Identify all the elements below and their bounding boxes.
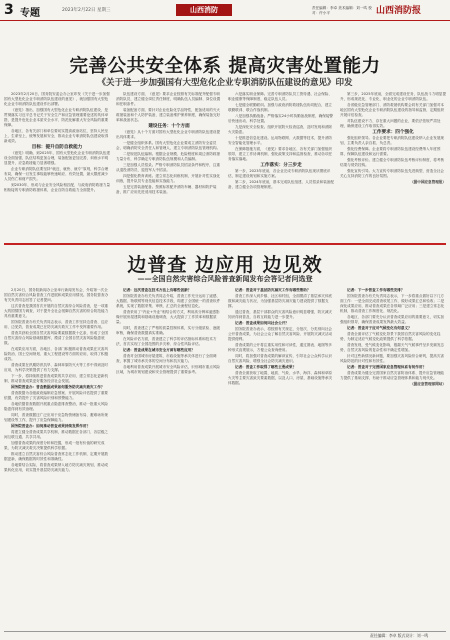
question-heading: 记者：下一步普查工作有哪些安排？ xyxy=(347,288,405,292)
question-heading: 国务院普查办：如何推动普查成果持续发挥作用？ xyxy=(11,424,91,428)
paragraph: 同时，普查建立了严格的质量控制体系，实行分级质检、逐级审核，确保普查数据真实准确。 xyxy=(116,326,221,335)
paragraph: 队伍建设方面，《意见》要求企业按照有关标准配齐配强专职消防队员，建立健全岗位责任制度，明确队伍人员编制、岗位设置和任职条件。 xyxy=(116,92,221,106)
paragraph: 八是加强执勤战备。严格落实24小时执勤备战制度，确保接警后快速出动、科学处置。 xyxy=(228,114,334,123)
footer-editors: 责任编辑：李卓 版式设计：刘一鸣 xyxy=(370,633,429,638)
paragraph: 普查成果的公开将注重实用性和可读性，通过图表、地图等多种形式直观展示，方便公众查询使用。 xyxy=(228,343,333,352)
question-heading: 记者：普查对于完善国家应急管理体系有何作用？ xyxy=(347,365,427,369)
question-heading: 记者：普查对于基层防灾减灾工作有哪些帮助？ xyxy=(235,288,311,292)
paragraph: 七是健全联勤联训。加强与政府消防救援队伍协同配合，建立联勤联训、联合作战机制。 xyxy=(228,103,333,112)
paragraph: 三是加强人员招录。严格专职消防队员招录条件和程序，注重从退役消防员、退役军人中招录。 xyxy=(116,163,221,172)
paragraph: 强化经费保障。企业要将专职消防队伍建设经费纳入年度预算，保障队伍建设和运行需要。 xyxy=(340,147,441,156)
paragraph: 普查对全国城市房屋建筑、市政设施等承灾体进行了全面调查，掌握了城市承灾体的空间分布和抗灾能力。 xyxy=(116,354,217,363)
newspaper-nameplate: 山西消防报 xyxy=(376,6,422,16)
paragraph: 到2030年，形成与企业安全风险相匹配、与政府消防救援力量相衔接的专职消防救援体系，企业自防自救能力全面提升。 xyxy=(4,183,110,192)
article2-headline: 边普查 边应用 边见效 xyxy=(127,254,323,276)
newspaper-logo: 山西消防 xyxy=(176,4,232,16)
article1-column-4 xyxy=(340,92,446,242)
paragraph: 第三步，2025年底前，全面完成建设任务，队伍战斗力明显提升，形成规范化、专业化、职业化的企业专职消防队伍。 xyxy=(340,92,446,101)
article-divider xyxy=(4,243,446,245)
paragraph: 在成果应用方面，各地区、各部门积极推动普查成果在灾害风险防治、国土空间规划、重大工程建设等方面的应用，取得了积极成效。 xyxy=(4,347,109,361)
paragraph: 十是推进信息化建设。运用物联网、大数据等技术，提升消防安全智能化管理水平。 xyxy=(228,136,333,145)
paragraph: 二是规范队伍编制。根据企业规模、危险程度和周边消防救援力量分布，科学确定专职消防队伍规模和人员编制。 xyxy=(116,152,221,161)
paragraph: 针对这些新情况新问题，要加强灾害风险综合研判，提高灾害风险防范的针对性和有效性。 xyxy=(340,354,445,363)
paragraph: 同时，将加强对普查成果的解读宣传，引导社会公众科学认识自然灾害风险，增强全社会防灾减灾意识。 xyxy=(228,354,333,363)
article1-column-3 xyxy=(228,92,334,242)
paragraph: 对队伍建设不力、存在重大问题的企业，要依法依规严肃处理，确保建设工作取得实效。 xyxy=(340,119,441,128)
paragraph: 第二步，2024年底前，基本完成队伍组建、人员招录和装备配备，建立健全各项管理制度。 xyxy=(228,180,334,189)
paragraph: 各地区、各部门要充分认识普查成果应用的重要意义，切实加强组织领导，确保普查成果发挥最大效益。 xyxy=(340,315,445,324)
question-heading: 记者：这次普查在技术方法上有哪些创新？ xyxy=(123,288,192,292)
paragraph: 《意见》指出，加强国有大型危化企业专职消防队伍建设，是贯彻落实习近平总书记关于安全生产和应急管理重要论述的具体举措，是提升危化企业本质安全水平、防范化解重大安全风险的重要保障。 xyxy=(4,108,109,127)
paragraph: 国务院普查办有关负责同志介绍，普查工作充分运用了遥感、大数据、物联网等现代信息技术手段，构建了全国统一的普查软件系统，实现了数据采集、审核、汇总的全流程信息化。 xyxy=(116,294,221,308)
paragraph: 第一步，2023年底前，各企业完成专职消防队伍现状摸底评估，制定建设规划和实施方案。 xyxy=(228,169,331,178)
paragraph: 推动建立自然灾害综合风险普查常态化工作机制，定期开展数据更新，确保数据的时效性和准确性。 xyxy=(4,452,109,461)
paragraph: 各省级应急管理部门、消防救援机构要会同有关部门加强对本地区国有大型危化企业专职消防队伍建设的指导和监督，定期组织开展评估检查。 xyxy=(340,103,445,117)
paragraph: 各地依据普查数据开展重点隐患排查整治，推动一批重大风险隐患得到有效治理。 xyxy=(4,402,109,411)
paragraph: 这次普查是我国首次开展的自然灾害综合风险普查，是一项重大的国情国力调查，对于提升全社会抵御自然灾害的综合防范能力具有重要意义。 xyxy=(4,304,109,318)
question-heading: 记者：普查对于应对气候变化有何意义？ xyxy=(347,326,412,330)
paragraph: 强化考核评价。建立健全专职消防队伍考核评价制度，将考核结果与绩效挂钩。 xyxy=(340,158,445,167)
paragraph: 在风险评估方面，普查建立了科学的评估指标体系和技术方法，首次实现了全国范围的多灾种、综合性风险评估。 xyxy=(116,337,217,346)
paragraph: 四是强化教育训练。建立常态化训练机制，开展针对性实战化训练，提升队员专业技能和实战能力。 xyxy=(116,174,221,183)
section-label: 专题 xyxy=(20,8,40,19)
paragraph: 2月20日，国务院新闻办公室举行新闻发布会，介绍第一次全国自然灾害综合风险普查工作进展和成果应用情况。国务院普查办有关负责同志回答了记者提问。 xyxy=(4,288,109,302)
paragraph: 普查数据为各级政府编制应急预案、开展风险评估提供了重要依据，有效提升了灾害风险识别和预警能力。 xyxy=(4,391,109,400)
section-subheading: 工作落实：分三步走 xyxy=(260,163,302,168)
question-heading: 记者：普查成果如何向社会公开？ xyxy=(235,321,289,325)
paragraph: 普查全面获取了地震、地质、气象、水旱、海洋、森林和草原火灾等主要灾害致灾要素数据，以及人口、房屋、基础设施等承灾体数据。 xyxy=(228,371,333,385)
paragraph: 加强普查成果的深度分析和挖掘，形成一批有价值的研究成果，为防灾减灾救灾决策提供科学依据。 xyxy=(4,441,105,450)
question-heading: 国务院普查办：普查数据成果如何服务防灾减灾救灾工作？ xyxy=(11,385,105,389)
paragraph: 2023年2月20日，国务院安委会办公室印发《关于进一步加强国有大型危化企业专职消防队伍建设的意见》，就加强国有大型危化企业专职消防队伍建设作出部署。 xyxy=(4,92,110,106)
paragraph: 各地要结合实际，将普查成果纳入地方防灾减灾规划，推动成果转化应用，切实提升基层防灾减灾能力。 xyxy=(4,463,109,472)
paragraph: 下一步，将持续推进普查成果的共享应用，建立常态化更新机制，推动普查成果更好服务经济社会发展。 xyxy=(4,374,109,383)
paragraph: 《意见》明确，到2025年，国有大型危化企业专职消防队伍建设全面加强，队伍结构更加合理，装备配备更加完善，训练水平明显提升，应急救援能力显著增强。 xyxy=(4,151,110,165)
paragraph: 强化组织领导。各企业要把专职消防队伍建设纳入企业发展规划，主要负责人亲自抓、负总责。 xyxy=(340,136,445,145)
issue-date: 2023年2月22日 星期三 xyxy=(62,8,111,13)
paragraph: 普查成果在汛期防汛抗旱、森林草原防灭火等工作中得到及时应用，为科学决策提供了有力支撑。 xyxy=(4,363,109,372)
paragraph: 九是深化安全检查。组织开展防火检查巡查，及时发现和消除火灾隐患。 xyxy=(228,125,333,134)
article2-column-2 xyxy=(116,288,222,628)
paragraph: 五是完善装备配备。按照标准配齐消防车辆、器材和防护装备，推广应用先进适用技术装备。 xyxy=(116,185,217,194)
paragraph: 在保障措施方面，《意见》要求各地区、各有关部门加强组织领导，建立工作协调机制，强化政策支持和监督检查，推动各项任务落实落地。 xyxy=(228,147,333,161)
paragraph: 一是健全组织体系。国有大型危化企业要成立消防安全委员会，明确消防安全责任人和管理人，建立专职消防队伍管理机构。 xyxy=(116,141,221,150)
paragraph: 将建立健全普查成果共享机制，推动数据在各部门、各层级之间互联互通、共享共用。 xyxy=(4,430,109,439)
paragraph: 《意见》从十个方面对国有大型危化企业专职消防队伍建设提出具体要求。 xyxy=(116,130,221,139)
question-heading: 记者：普查工作取得了哪些主要成果？ xyxy=(235,365,297,369)
paragraph: 普查工作深入到乡镇、社区和村组，全面摸清了基层承灾体底数和减灾能力状况，为加强基层防灾减灾能力建设提供了数据支撑。 xyxy=(228,294,333,308)
paragraph: 装备配备方面，要针对企业危险化学品特性，配备适用的灭火救援装备和个人防护装备，建立装备维护保养制度，确保装备完好率和战备状态。 xyxy=(116,108,221,122)
paragraph: 国务院普查办有关负责同志表示，下一步将重点做好以下几方面工作：一是全面完成普查收尾工作，做好成果汇总和验收；二是深化成果应用，推动普查成果在各领域广泛应用；三是建立常态化机制，推动普查工作制度化、规范化。 xyxy=(340,294,445,313)
masthead xyxy=(0,0,450,22)
article2-column-4 xyxy=(340,288,446,628)
article1-credit: （据中国应急管理报） xyxy=(410,180,446,184)
masthead-rule xyxy=(0,20,450,21)
article1-column-2 xyxy=(116,92,222,242)
paragraph: 通过普查，基层干部群众的灾害风险意识明显增强，防灾减灾知识得到普及，自救互救能力进一步提升。 xyxy=(228,310,333,319)
paragraph: 各地利用普查成果开展城市安全风险评估，识别城市重点风险区域，为城市规划建设和安全管理提供了重要参考。 xyxy=(116,365,221,374)
article2-subhead: ——全国自然灾害综合风险普查新闻发布会答记者问选登 xyxy=(137,275,313,283)
paragraph: 普查成果为健全完善国家自然灾害防治体系、提升应急管理能力提供了基础支撑，有助于推动应急管理体系和能力现代化。 xyxy=(340,371,445,380)
paragraph: 普查采用了“内业+外业”相结合的方式，利用高分辨率遥感影像开展房屋建筑和基础设施调查，大大提高了工作效率和数据质量。 xyxy=(116,310,220,324)
article2-column-1 xyxy=(4,288,110,628)
paragraph: 普查共获取全国自然灾害风险要素数据数十亿条，形成了全国自然灾害综合风险基础数据库，摸清了全国自然灾害风险隐患底数。 xyxy=(4,331,109,345)
paragraph: 国务院普查办有关负责同志表示，普查工作坚持边普查、边应用、边见效，普查成果已在防灾减灾救灾工作中发挥重要作用。 xyxy=(4,320,109,329)
section-subheading: 建设任务：十个方面 xyxy=(148,124,190,129)
editor-credits: 责任编辑：李卓 美术编辑：刘一鸣 校对：许小平 xyxy=(312,6,372,15)
article1-headline: 完善公共安全体系 提高灾害处置能力 xyxy=(69,56,381,77)
footer-rule xyxy=(4,631,446,632)
page-number: 3 xyxy=(4,2,14,18)
paragraph: 同时，普查数据还广泛应用于应急物资储备布局、避难场所规划建设等工作，提升了应急保障能力。 xyxy=(4,413,109,422)
paragraph: 六是落实职业保障。完善专职消防队员工资待遇、社会保险、职业健康等保障制度，稳定队伍人员。 xyxy=(228,92,333,101)
paragraph: 普查发现，受气候变化影响，极端天气气候事件呈多发频发态势，自然灾害风险的复杂性和不确定性增加。 xyxy=(340,343,445,352)
paragraph: 各地区、各有关部门和单位要切实提高政治站位，坚持人民至上、生命至上，统筹发展和安全，推动企业专职消防队伍建设取得新成效。 xyxy=(4,129,109,143)
paragraph: 国务院普查办表示，将按照有关规定，分批次、分类别向社会公开普查成果，为社会公众了解自然灾害风险、开展防灾减灾活动提供便利。 xyxy=(228,327,333,341)
article2-column-3 xyxy=(228,288,334,628)
article1-subhead: 《关于进一步加强国有大型危化企业专职消防队伍建设的意见》印发 xyxy=(97,78,353,88)
section-subheading: 目标：提升自防自救能力 xyxy=(31,145,83,150)
paragraph: 强化宣传引导。大力宣传专职消防队伍先进典型，营造全社会关心支持消防工作的良好氛围。 xyxy=(340,169,445,178)
article1-column-1 xyxy=(4,92,110,242)
question-heading: 记者：普查成果在城市安全方面有哪些应用？ xyxy=(123,348,195,352)
paragraph: 普查全面评估了气候变化背景下我国自然灾害风险的变化趋势，为制定适应气候变化政策提供了科学依据。 xyxy=(340,332,441,341)
section-subheading: 工作要求：四个强化 xyxy=(372,130,414,135)
paragraph: 企业专职消防队伍要坚持“就近、就快、就专”原则，科学合理布局，确保一旦发生事故能够快速响应、有效处置，最大限度减少人员伤亡和财产损失。 xyxy=(4,167,109,181)
article2-credit: （据应急管理部网站） xyxy=(410,382,446,386)
